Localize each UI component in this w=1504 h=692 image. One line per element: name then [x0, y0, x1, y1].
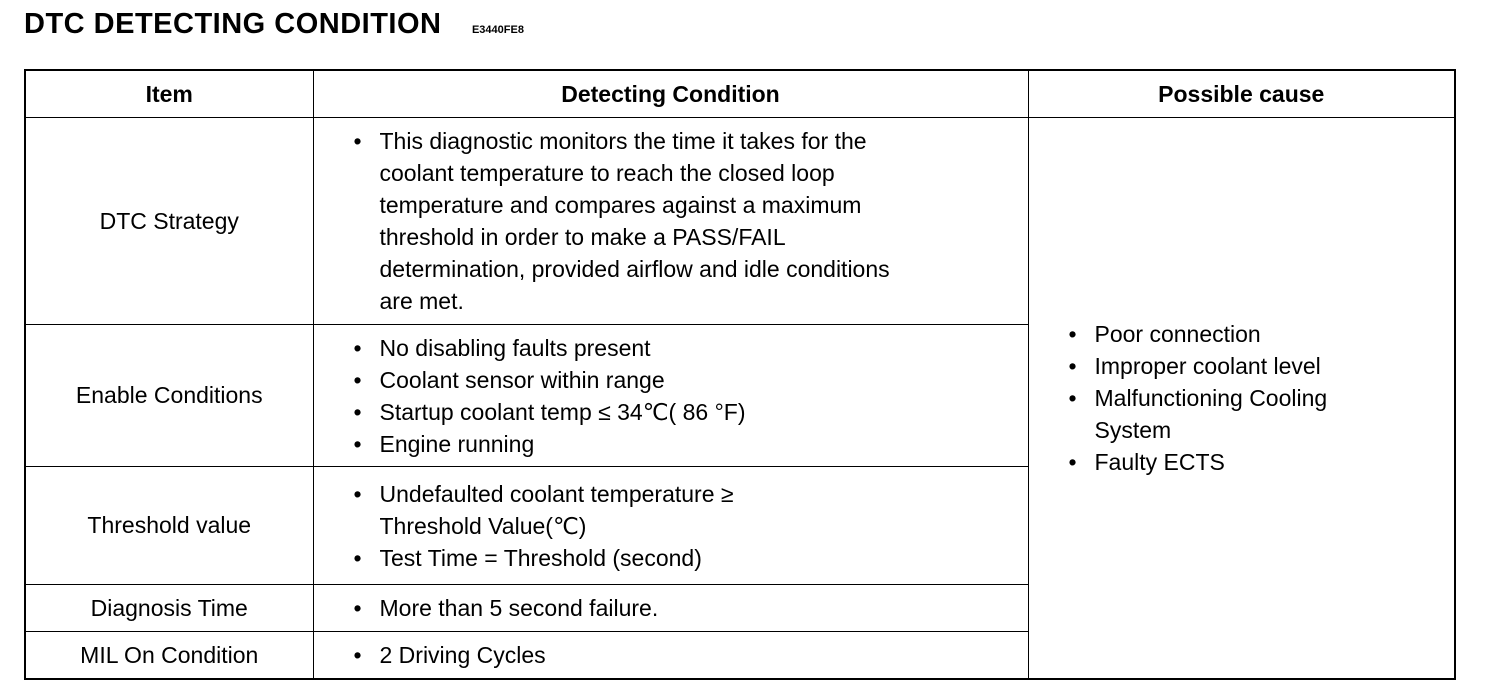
condition-item: • Startup coolant temp ≤ 34℃( 86 °F): [380, 396, 1020, 428]
item-cell: DTC Strategy: [25, 118, 313, 325]
possible-cause-item: • Poor connection: [1095, 318, 1395, 350]
condition-list: [314, 332, 1028, 460]
item-cell: MIL On Condition: [25, 632, 313, 680]
table-header-row: [25, 70, 1455, 118]
column-header-possible-cause: Possible cause: [1028, 70, 1455, 118]
column-header-item: Item: [25, 70, 313, 118]
condition-item: • Undefaulted coolant temperature ≥ Threshold Value(℃): [380, 478, 828, 542]
possible-cause-cell: [1028, 118, 1455, 680]
page-heading: [24, 8, 524, 41]
dtc-condition-table: [24, 69, 1456, 680]
document-code: E3440FE8: [471, 24, 524, 36]
table-row-dtc-strategy: [25, 118, 1455, 325]
detecting-condition-cell: [313, 467, 1028, 585]
condition-list: [314, 592, 1028, 624]
condition-item: • Engine running: [380, 428, 1020, 460]
possible-cause-list: [1029, 318, 1455, 478]
condition-item: • This diagnostic monitors the time it takes for the coolant temperature to reach the closed loop temperature and compares against a maximum threshold in order to make a PASS/FAIL determination, provided airflow and idle conditions are met.: [380, 125, 928, 317]
condition-item: • 2 Driving Cycles: [380, 639, 1020, 671]
detecting-condition-cell: [313, 118, 1028, 325]
condition-list: [314, 478, 1028, 574]
condition-item: • No disabling faults present: [380, 332, 1020, 364]
detecting-condition-cell: [313, 325, 1028, 467]
item-cell: Enable Conditions: [25, 325, 313, 467]
column-header-detecting-condition: Detecting Condition: [313, 70, 1028, 118]
condition-item: • Coolant sensor within range: [380, 364, 1020, 396]
condition-list: [314, 125, 1028, 317]
condition-list: [314, 639, 1028, 671]
condition-item: • Test Time = Threshold (second): [380, 542, 828, 574]
item-cell: Threshold value: [25, 467, 313, 585]
possible-cause-item: • Faulty ECTS: [1095, 446, 1395, 478]
detecting-condition-cell: [313, 585, 1028, 632]
possible-cause-item: • Improper coolant level: [1095, 350, 1395, 382]
detecting-condition-cell: [313, 632, 1028, 680]
possible-cause-item: • Malfunctioning Cooling System: [1095, 382, 1395, 446]
page-title: DTC DETECTING CONDITION: [24, 8, 442, 40]
condition-item: • More than 5 second failure.: [380, 592, 1020, 624]
item-cell: Diagnosis Time: [25, 585, 313, 632]
